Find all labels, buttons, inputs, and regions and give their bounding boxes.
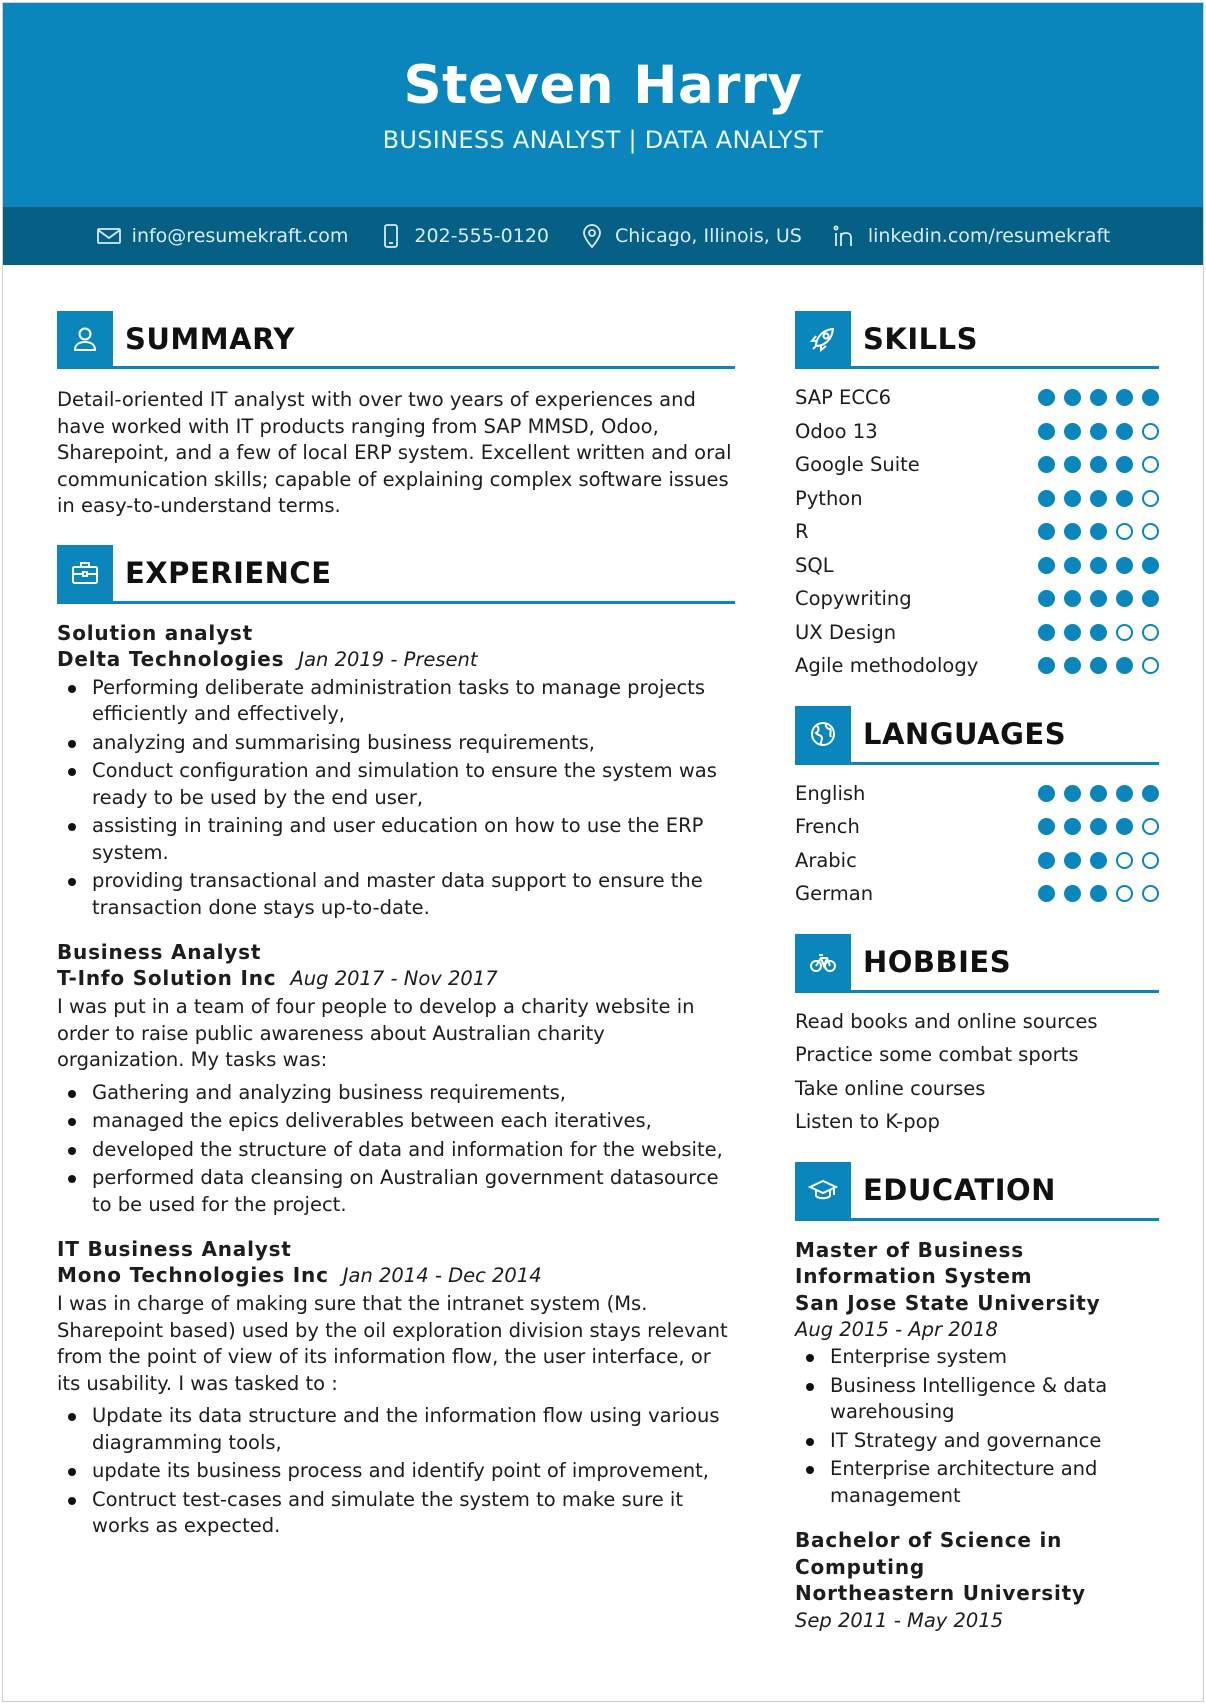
rating-dots [1038, 423, 1159, 440]
education-dates: Sep 2011 - May 2015 [795, 1608, 1004, 1632]
skill-item [795, 381, 1159, 415]
job-company-row [57, 1262, 735, 1289]
rating-dot-empty [1142, 818, 1159, 835]
rating-dot-filled [1038, 590, 1055, 607]
job-company-row [57, 965, 735, 992]
rating-dot-empty [1142, 624, 1159, 641]
hobbies-section [795, 935, 1159, 1139]
rating-dot-filled [1038, 885, 1055, 902]
hobbies-list [795, 1005, 1159, 1139]
degree-title: Bachelor of Science in Computing [795, 1528, 1063, 1579]
rating-dot-empty [1142, 852, 1159, 869]
list-item: update its business process and identify point of improvement, [57, 1458, 735, 1485]
languages-header [795, 707, 1159, 765]
experience-header [57, 546, 735, 604]
rating-dot-filled [1038, 852, 1055, 869]
language-item-label: Arabic [795, 848, 857, 872]
job-description: I was put in a team of four people to develop a charity website in order to raise public awareness about Australian charity organization. My tasks was: [57, 995, 695, 1071]
job-dates: Aug 2017 - Nov 2017 [290, 967, 498, 990]
rating-dot-filled [1142, 785, 1159, 802]
rating-dot-filled [1064, 557, 1081, 574]
languages-list [795, 777, 1159, 911]
skill-item-label: Python [795, 486, 863, 510]
hobbies-title: HOBBIES [863, 945, 1012, 979]
rating-dot-filled [1142, 590, 1159, 607]
rating-dot-filled [1064, 523, 1081, 540]
rating-dots [1038, 657, 1159, 674]
skills-header [795, 311, 1159, 369]
language-item [795, 844, 1159, 878]
list-item: Performing deliberate administration tasks to manage projects efficiently and effectively, [57, 675, 735, 728]
skills-list [795, 381, 1159, 683]
rating-dot-filled [1064, 852, 1081, 869]
rating-dot-filled [1038, 389, 1055, 406]
contact-phone[interactable] [378, 223, 549, 249]
rating-dot-filled [1116, 490, 1133, 507]
rating-dot-filled [1064, 389, 1081, 406]
rating-dot-filled [1038, 624, 1055, 641]
rating-dot-empty [1116, 852, 1133, 869]
rating-dot-filled [1090, 490, 1107, 507]
skill-item-label: Copywriting [795, 587, 912, 611]
rating-dot-filled [1090, 852, 1107, 869]
contact-email-text: info@resumekraft.com [131, 225, 349, 247]
rating-dots [1038, 490, 1159, 507]
rating-dot-filled [1038, 456, 1055, 473]
contact-linkedin-text: linkedin.com/resumekraft [867, 225, 1111, 247]
rating-dot-filled [1064, 785, 1081, 802]
contact-location [579, 223, 802, 249]
language-item [795, 877, 1159, 911]
experience-title: EXPERIENCE [125, 556, 332, 590]
rating-dots [1038, 389, 1159, 406]
left-column [57, 311, 735, 1542]
rating-dot-filled [1090, 557, 1107, 574]
rating-dot-filled [1116, 818, 1133, 835]
rating-dot-filled [1038, 818, 1055, 835]
rating-dot-filled [1064, 657, 1081, 674]
rating-dot-filled [1090, 590, 1107, 607]
list-item: Read books and online sources [795, 1009, 1098, 1033]
rating-dot-filled [1038, 657, 1055, 674]
school-name: San Jose State University [795, 1290, 1101, 1315]
degree-title: Master of Business Information System [795, 1237, 1033, 1288]
map-pin-icon [579, 223, 605, 249]
job-title: Business Analyst [57, 940, 262, 964]
contact-email[interactable] [96, 223, 349, 249]
list-item: managed the epics deliverables between each iteratives, [57, 1108, 735, 1135]
bicycle-icon [795, 934, 851, 990]
rating-dot-filled [1064, 885, 1081, 902]
contact-bar [3, 207, 1203, 265]
job-description: I was in charge of making sure that the intranet system (Ms. Sharepoint based) used by the oil exploration division stays relevant from the point of view of its information flow, the user interface, or its usability. I was tasked to : [57, 1292, 728, 1395]
skill-item [795, 415, 1159, 449]
job-company: Delta Technologies [57, 646, 285, 671]
skill-item-label: UX Design [795, 620, 897, 644]
skill-item-label: Google Suite [795, 453, 920, 477]
skill-item [795, 616, 1159, 650]
language-item [795, 810, 1159, 844]
rating-dot-empty [1116, 885, 1133, 902]
candidate-subtitle: BUSINESS ANALYST | DATA ANALYST [382, 126, 824, 154]
candidate-name: Steven Harry [403, 55, 803, 116]
rating-dots [1038, 785, 1159, 802]
rating-dot-filled [1090, 785, 1107, 802]
education-entry [795, 1237, 1159, 1510]
education-dates: Aug 2015 - Apr 2018 [795, 1318, 998, 1341]
contact-phone-text: 202-555-0120 [414, 225, 550, 247]
rating-dot-filled [1038, 523, 1055, 540]
rating-dot-filled [1090, 624, 1107, 641]
list-item: IT Strategy and governance [795, 1428, 1159, 1455]
education-header [795, 1163, 1159, 1221]
rating-dot-filled [1064, 818, 1081, 835]
job-bullets [57, 1080, 735, 1219]
list-item: Contruct test-cases and simulate the system to make sure it works as expected. [57, 1487, 735, 1540]
language-item [795, 777, 1159, 811]
language-item-label: French [795, 815, 860, 839]
rating-dot-filled [1038, 423, 1055, 440]
list-item: Practice some combat sports [795, 1043, 1079, 1066]
skill-item-label: Odoo 13 [795, 419, 878, 443]
rating-dot-filled [1090, 389, 1107, 406]
skills-section [795, 311, 1159, 683]
rating-dot-filled [1090, 456, 1107, 473]
job-entry [57, 939, 735, 1218]
rating-dots [1038, 624, 1159, 641]
rating-dot-filled [1116, 557, 1133, 574]
user-icon [57, 311, 113, 367]
rating-dot-filled [1116, 657, 1133, 674]
experience-section [57, 546, 735, 1540]
skill-item-label: SAP ECC6 [795, 386, 891, 410]
job-company-row [57, 646, 735, 673]
job-entry [57, 620, 735, 922]
rating-dot-filled [1116, 389, 1133, 406]
list-item: Business Intelligence & data warehousing [795, 1373, 1159, 1426]
rating-dot-filled [1142, 389, 1159, 406]
language-item-label: German [795, 882, 874, 906]
rating-dot-filled [1116, 456, 1133, 473]
job-company: Mono Technologies Inc [57, 1263, 329, 1287]
contact-location-text: Chicago, Illinois, US [615, 225, 802, 247]
summary-title: SUMMARY [125, 321, 295, 356]
job-title: Solution analyst [57, 620, 253, 645]
graduation-cap-icon [795, 1162, 851, 1218]
list-item: Listen to K-pop [795, 1110, 940, 1133]
rating-dot-filled [1064, 423, 1081, 440]
summary-text: Detail-oriented IT analyst with over two years of experiences and have worked with IT products ranging from SAP MMSD, Odoo, Sharepoint, and a few of local ERP system. Excellent written and oral communication skills; capable of explaining complex software issues in easy-to-understand terms. [57, 388, 732, 517]
skill-item [795, 549, 1159, 583]
job-dates: Jan 2014 - Dec 2014 [342, 1264, 542, 1287]
list-item: performed data cleansing on Australian government datasource to be used for the project. [57, 1165, 735, 1218]
rating-dot-empty [1142, 657, 1159, 674]
skill-item [795, 515, 1159, 549]
languages-section [795, 707, 1159, 911]
resume-page [2, 2, 1204, 1702]
job-title: IT Business Analyst [57, 1237, 292, 1261]
rating-dot-filled [1116, 785, 1133, 802]
rating-dot-empty [1142, 490, 1159, 507]
summary-header [57, 311, 735, 369]
skill-item [795, 582, 1159, 616]
globe-icon [795, 706, 851, 762]
rating-dot-filled [1116, 423, 1133, 440]
rating-dot-filled [1090, 423, 1107, 440]
rating-dot-filled [1090, 523, 1107, 540]
job-entry [57, 1236, 735, 1540]
list-item: Conduct configuration and simulation to ensure the system was ready to be used by the end user, [57, 758, 735, 811]
rating-dot-filled [1064, 490, 1081, 507]
contact-linkedin[interactable] [832, 223, 1111, 249]
rating-dot-filled [1064, 456, 1081, 473]
job-dates: Jan 2019 - Present [298, 647, 478, 671]
rating-dot-empty [1142, 456, 1159, 473]
skill-item-label: R [795, 520, 809, 544]
education-section [795, 1163, 1159, 1635]
list-item: Update its data structure and the information flow using various diagramming tools, [57, 1403, 735, 1456]
rating-dots [1038, 852, 1159, 869]
school-name: Northeastern University [795, 1581, 1086, 1605]
rating-dot-empty [1116, 624, 1133, 641]
list-item: developed the structure of data and information for the website, [57, 1137, 735, 1164]
resume-header [3, 3, 1203, 207]
job-company: T-Info Solution Inc [57, 966, 277, 990]
rating-dot-filled [1064, 624, 1081, 641]
rating-dot-filled [1064, 590, 1081, 607]
rating-dot-filled [1116, 590, 1133, 607]
skills-title: SKILLS [863, 321, 978, 356]
languages-title: LANGUAGES [863, 717, 1067, 751]
rating-dot-empty [1142, 423, 1159, 440]
hobbies-header [795, 935, 1159, 993]
phone-icon [378, 223, 404, 249]
summary-section [57, 311, 735, 520]
job-bullets [57, 1403, 735, 1540]
rating-dot-filled [1090, 818, 1107, 835]
list-item: Gathering and analyzing business requirements, [57, 1080, 735, 1107]
skill-item-label: SQL [795, 553, 834, 577]
skill-item [795, 482, 1159, 516]
rating-dots [1038, 456, 1159, 473]
rating-dot-filled [1090, 885, 1107, 902]
right-column [795, 311, 1159, 1635]
rating-dots [1038, 523, 1159, 540]
list-item: assisting in training and user education on how to use the ERP system. [57, 813, 735, 866]
rating-dot-empty [1116, 523, 1133, 540]
education-title: EDUCATION [863, 1173, 1056, 1207]
briefcase-icon [57, 545, 113, 601]
rating-dots [1038, 818, 1159, 835]
rating-dots [1038, 590, 1159, 607]
envelope-icon [96, 223, 122, 249]
rating-dot-empty [1142, 885, 1159, 902]
list-item: providing transactional and master data support to ensure the transaction done stays up-to-date. [57, 868, 735, 921]
linkedin-icon [832, 223, 858, 249]
language-item-label: English [795, 781, 866, 805]
rating-dot-filled [1142, 557, 1159, 574]
education-bullets [795, 1344, 1159, 1509]
list-item: Enterprise architecture and management [795, 1456, 1159, 1509]
rating-dots [1038, 885, 1159, 902]
list-item: Take online courses [795, 1076, 986, 1100]
skill-item-label: Agile methodology [795, 654, 979, 678]
rocket-icon [795, 311, 851, 367]
education-entry [795, 1527, 1159, 1635]
skill-item [795, 448, 1159, 482]
rating-dots [1038, 557, 1159, 574]
list-item: analyzing and summarising business requirements, [57, 730, 735, 757]
skill-item [795, 649, 1159, 683]
rating-dot-filled [1038, 785, 1055, 802]
rating-dot-empty [1142, 523, 1159, 540]
rating-dot-filled [1038, 490, 1055, 507]
rating-dot-filled [1090, 657, 1107, 674]
job-bullets [57, 675, 735, 922]
list-item: Enterprise system [795, 1344, 1159, 1371]
rating-dot-filled [1038, 557, 1055, 574]
